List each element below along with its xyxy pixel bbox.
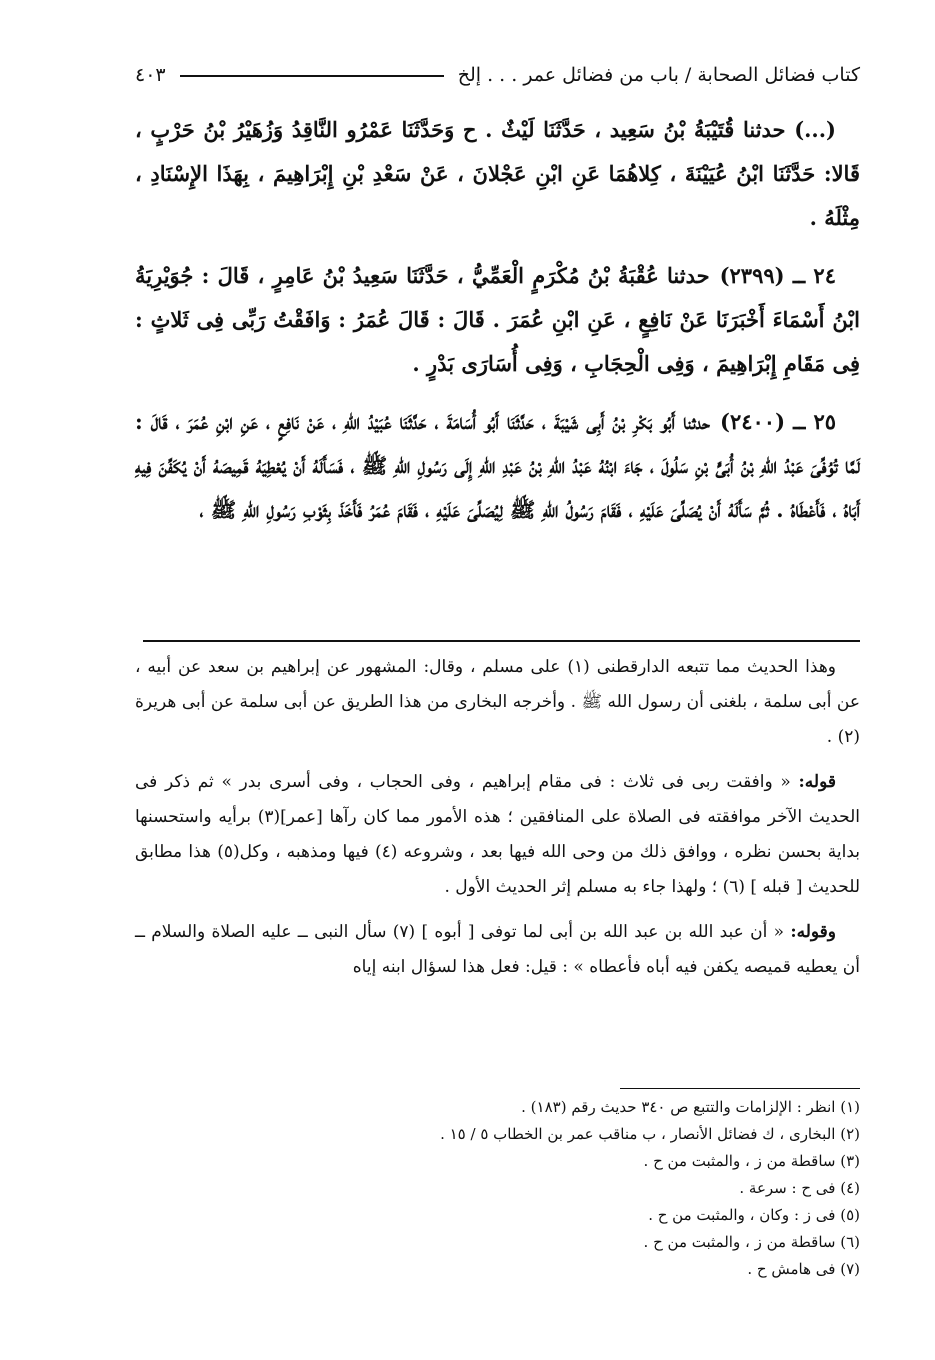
commentary-2-label: قوله: xyxy=(798,772,836,792)
commentary-3-text: « أن عبد الله بن عبد الله بن أبى لما توفى [ أبوه ] (٧) سأل النبى ــ عليه الصلاة والسلام ــ أن يعطيه قميصه يكفن فيه أباه فأعطاه » : قيل: فعل هذا لسؤال ابنه إياه xyxy=(135,922,860,977)
footnote-divider xyxy=(620,1088,860,1089)
page-number: ٤٠٣ xyxy=(135,64,166,86)
hadith-text xyxy=(135,108,860,546)
hadith-25-number: ٢٥ ــ (٢٤٠٠) xyxy=(720,409,836,434)
hadith-24-number: ٢٤ ــ (٢٣٩٩) xyxy=(719,263,836,288)
commentary-paragraph-3 xyxy=(135,915,860,985)
footnote: (٦) ساقطة من ز ، والمثبت من ح . xyxy=(643,1233,860,1251)
commentary-3-label: وقوله: xyxy=(790,922,837,942)
commentary-2-text: « وافقت ربى فى ثلاث : فى مقام إبراهيم ، وفى الحجاب ، وفى أسرى بدر » ثم ذكر فى الحديث الآخر موافقته فى الصلاة على المنافقين ؛ هذه الأمور مما كان رآها [عمر](٣) برأيه واستحسنها بداية بحسن نظره ، ووافق ذلك من وحى الله فيها بعد ، وشروعه (٤) فيها ومذهبه ، وكل(٥) هذا مطابق للحديث [ قبله ] (٦) ؛ ولهذا جاء به مسلم إثر الحديث الأول . xyxy=(135,772,861,897)
footnote: (٢) البخارى ، ك فضائل الأنصار ، ب مناقب عمر بن الخطاب ٥ / ١٥ . xyxy=(440,1125,860,1143)
footnotes xyxy=(135,1094,860,1283)
commentary xyxy=(135,650,860,995)
running-header xyxy=(135,60,860,90)
commentary-paragraph-2 xyxy=(135,765,860,905)
hadith-25 xyxy=(135,400,860,532)
footnote: (٤) فى ح : سرعة . xyxy=(739,1179,860,1197)
hadith-chain-paragraph: (...) حدثنا قُتَيْبَةُ بْنُ سَعِيد ، حَدَّثَنَا لَيْثٌ . ح وَحَدَّثَنَا عَمْرُو النَّاقِدُ وَزُهَيْرُ بْنُ حَرْبٍ ، قَالا: حَدَّثَنَا ابْنُ عُيَيْنَةَ ، كِلاهُمَا عَنِ ابْنِ عَجْلانَ ، عَنْ سَعْدِ بْنِ إِبْرَاهِيمَ ، بِهَذَا الإِسْنَادِ ، مِثْلَهُ . xyxy=(135,117,860,230)
hadith-24 xyxy=(135,254,860,386)
commentary-paragraph-1: وهذا الحديث مما تتبعه الدارقطنى (١) على مسلم ، وقال: المشهور عن إبراهيم بن سعد عن أبيه ، عن أبى سلمة ، بلغنى أن رسول الله ﷺ . وأخرجه البخارى من هذا الطريق عن أبى سلمة عن أبى هريرة (٢) . xyxy=(135,657,860,747)
hadith-24-text: حدثنا عُقْبَةُ بْنُ مُكْرَمٍ الْعَمِّيُّ ، حَدَّثَنَا سَعِيدُ بْنُ عَامِرٍ ، قَالَ : جُوَيْرِيَةُ ابْنُ أَسْمَاءَ أَخْبَرَنَا عَنْ نَافِعٍ ، عَنِ ابْنِ عُمَرَ . قَالَ : قَالَ عُمَرُ : وَافَقْتُ رَبِّى فِى ثَلاثٍ : فِى مَقَامِ إِبْرَاهِيمَ ، وَفِى الْحِجَابِ ، وَفِى أُسَارَى بَدْرٍ . xyxy=(135,263,860,376)
footnote: (٣) ساقطة من ز ، والمثبت من ح . xyxy=(643,1152,860,1170)
header-rule xyxy=(180,75,444,77)
header-title: كتاب فضائل الصحابة / باب من فضائل عمر . . . إلخ xyxy=(457,64,860,86)
footnote: (٧) فى هامش ح . xyxy=(747,1260,860,1278)
footnote: (١) انظر : الإلزامات والتتبع ص ٣٤٠ حديث رقم (١٨٣) . xyxy=(521,1098,860,1116)
footnote: (٥) فى ز : وكان ، والمثبت من ح . xyxy=(648,1206,860,1224)
commentary-divider xyxy=(143,640,860,642)
hadith-25-text: حدثنا أَبُو بَكْرِ بْنُ أَبِى شَيْبَةَ ، حَدَّثَنَا أَبُو أُسَامَةَ ، حَدَّثَنَا عُبَيْدُ اللهِ ، عَنْ نَافِعٍ ، عَنِ ابْنِ عُمَرَ ، قَالَ : لَمَّا تُوُفِّىَ عَبْدُ اللهِ بْنُ أُبَىٍّ بْنِ سَلُولَ ، جَاءَ ابْنُهُ عَبْدُ اللهِ بْنُ عَبْدِ اللهِ إِلَى رَسُولِ اللهِ ﷺ ، فَسَأَلَهُ أَنْ يُعْطِيَهُ قَمِيصَهُ أَنْ يُكَفِّنَ فِيهِ أَبَاهُ ، فَأَعْطَاهُ . ثُمَّ سَأَلَهُ أَنْ يُصَلِّىَ عَلَيْهِ ، فَقَامَ رَسُولُ اللهِ ﷺ لِيُصَلِّىَ عَلَيْهِ ، فَقَامَ عُمَرُ فَأَخَذَ بِثَوْبِ رَسُولِ اللهِ ﷺ ، xyxy=(135,409,860,522)
